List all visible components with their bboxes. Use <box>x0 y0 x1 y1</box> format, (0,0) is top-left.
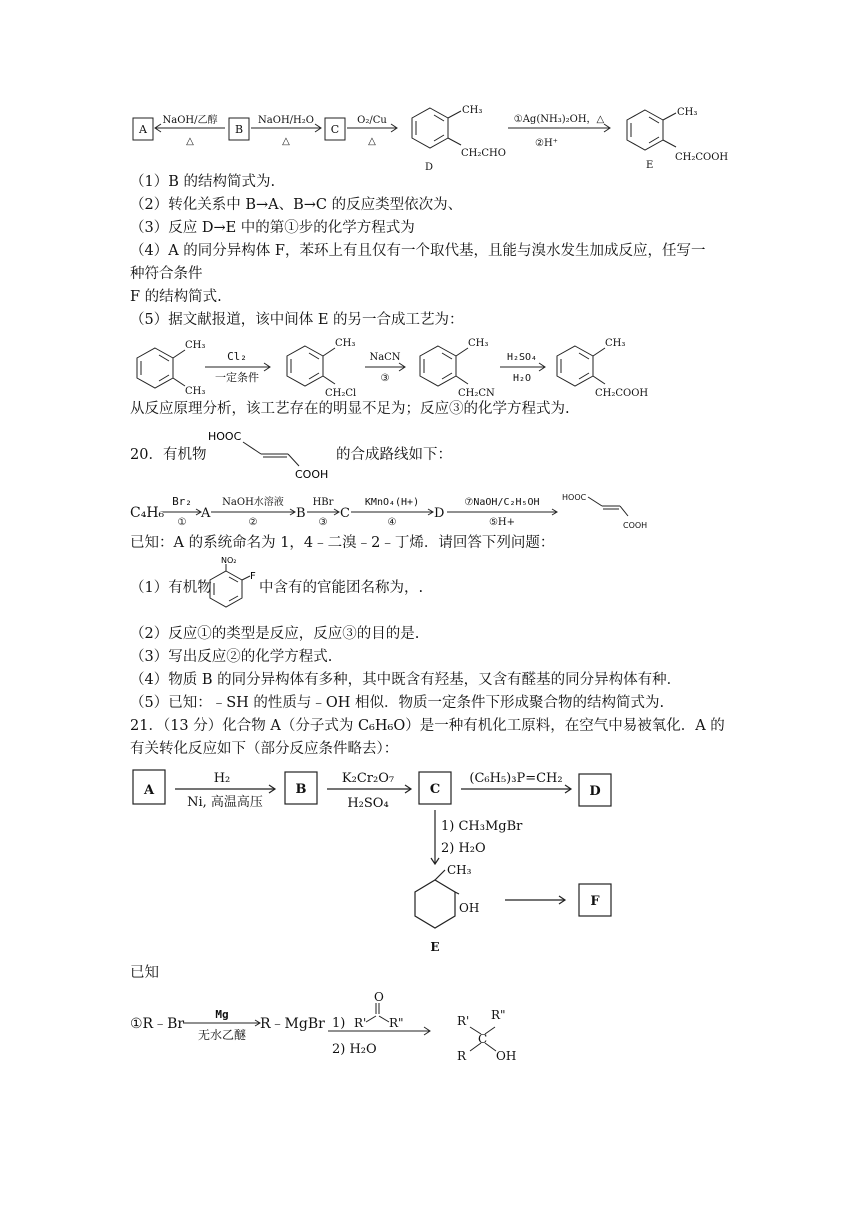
q20-target-cooh: COOH <box>295 468 329 481</box>
q20-intro-before: 20．有机物 <box>130 447 207 463</box>
q19-route-acid <box>557 346 605 386</box>
q21-box-d-label: D <box>589 784 601 799</box>
q19-route-a3-bottom: H₂O <box>512 373 532 384</box>
q19-question-4-line1: （4）A 的同分异构体 F，苯环上有且仅有一个取代基，且能与溴水发生加成反应，任写一 <box>130 243 706 259</box>
q19-question-4-line3: F 的结构简式. <box>130 289 222 305</box>
q21-rule-product-c: C <box>478 1032 488 1046</box>
q21-cyclohexanol-e <box>415 870 459 928</box>
q21-arrow2-top: K₂Cr₂O₇ <box>341 771 395 786</box>
q21-down-reagent-1: 1) CH₃MgBr <box>441 819 523 834</box>
q19-route-s2-sub: CH₂Cl <box>325 388 357 399</box>
q20-question-4: （4）物质 B 的同分异构体有多种，其中既含有羟基，又含有醛基的同分异构体有种． <box>130 672 682 688</box>
q20-target-hooc: HOOC <box>208 430 242 443</box>
q20-route-a4-top: KMnO₄(H+) <box>364 497 420 508</box>
q19-route-s3-sub: CH₂CN <box>458 388 495 399</box>
q20-known: 已知：A 的系统命名为 1，4﹣二溴﹣2﹣丁烯．请回答下列问题： <box>130 535 555 551</box>
q19-route-s1-top: CH₃ <box>185 340 206 351</box>
q19-arrow2-top: NaOH/H₂O <box>258 115 314 126</box>
q21-rule-a2-bottom: 2) H₂O <box>332 1042 377 1057</box>
q19-reaction-scheme <box>125 100 745 180</box>
q20-route-a2-top: NaOH水溶液 <box>222 497 284 508</box>
q21-rule-a2-r2: R" <box>389 1016 404 1030</box>
q20-route-a3-bottom: ③ <box>318 517 328 528</box>
q21-intro-line2: 有关转化反应如下（部分反应条件略去）： <box>130 741 399 757</box>
q21-rule-a2-r1: R' <box>354 1016 367 1030</box>
q19-d-label: D <box>425 162 434 173</box>
q20-route-a4-bottom: ④ <box>387 517 397 528</box>
q19-route-xylene <box>137 348 185 388</box>
q20-question-3: （3）写出反应②的化学方程式. <box>130 649 333 665</box>
q21-intro-line1: 21．（13 分）化合物 A（分子式为 C₆H₆O）是一种有机化工原料，在空气中易被氧化．A 的 <box>130 718 725 734</box>
q21-box-f-label: F <box>590 894 600 909</box>
q19-route-a1-top: Cl₂ <box>227 350 247 363</box>
q20-question-1-after: 中含有的官能团名称为，. <box>259 580 424 596</box>
q20-intro-after: 的合成路线如下： <box>336 447 452 463</box>
q19-alternative-route <box>125 330 705 402</box>
q21-rule-mid: R﹣MgBr <box>260 1016 325 1032</box>
q19-arrow4-top: ①Ag(NH₃)₂OH，△ <box>513 114 605 125</box>
q21-box-c-label: C <box>429 782 441 797</box>
q19-route-a3-top: H₂SO₄ <box>506 352 538 363</box>
q19-route-chloride <box>287 346 335 386</box>
q20-f-label: F <box>250 571 256 582</box>
q19-route-a1-bottom: 一定条件 <box>215 371 259 384</box>
q19-arrow2-bottom: △ <box>282 136 290 147</box>
q21-e-label: E <box>430 940 440 954</box>
q20-route-start: C₄H₆ <box>130 505 165 521</box>
q20-route-end-cooh: COOH <box>623 521 648 530</box>
q20-route-p4: D <box>434 506 445 521</box>
q21-rule-a1-top: Mg <box>215 1008 229 1021</box>
q20-no2-label: NO₂ <box>221 556 237 565</box>
q21-arrow1-top: H₂ <box>213 771 231 786</box>
q19-arrow1-top: NaOH/乙醇 <box>162 115 218 126</box>
q21-rule-product-oh: OH <box>496 1049 517 1063</box>
q19-d-ch3: CH₃ <box>462 105 483 116</box>
q20-route-a1-bottom: ① <box>177 517 187 528</box>
q21-rule-product-r2: R" <box>491 1008 506 1022</box>
q19-box-c-label: C <box>330 123 340 136</box>
q20-route-a5-bottom: ⑤H+ <box>488 517 516 528</box>
q19-arrow3-top: O₂/Cu <box>357 115 387 126</box>
q19-benzene-e <box>627 110 676 150</box>
q21-arrow2-bottom: H₂SO₄ <box>347 796 389 811</box>
q21-rule-a2-o: O <box>374 990 384 1004</box>
q19-route-a2-top: NaCN <box>369 352 401 363</box>
q20-question-2: （2）反应①的类型是反应，反应③的目的是. <box>130 626 420 642</box>
q21-rule-a2-top-num: 1) <box>332 1016 346 1031</box>
q21-arrow1-bottom: Ni, 高温高压 <box>187 795 263 810</box>
q21-box-b-label: B <box>295 782 307 797</box>
q19-benzene-d <box>412 108 461 148</box>
q21-grignard-rule <box>125 985 545 1075</box>
q19-route-s3-top: CH₃ <box>468 338 489 349</box>
q20-route-p1: A <box>201 506 211 521</box>
q20-route-p2: B <box>296 506 306 521</box>
q21-e-ch3: CH₃ <box>447 863 472 877</box>
q20-route-p3: C <box>340 506 350 521</box>
q19-question-4-line2: 种符合条件 <box>130 266 203 282</box>
q19-arrow3-bottom: △ <box>368 136 376 147</box>
q21-e-oh: OH <box>459 901 480 915</box>
q20-synthesis-route <box>125 482 685 536</box>
q21-rule-product-r: R <box>457 1049 467 1063</box>
q21-rule-start: ①R﹣Br <box>130 1016 185 1032</box>
q19-question-5: （5）据文献报道，该中间体 E 的另一合成工艺为： <box>130 312 464 328</box>
q19-question-5-end: 从反应原理分析，该工艺存在的明显不足为；反应③的化学方程式为. <box>130 401 570 417</box>
q19-arrow1-bottom: △ <box>186 136 194 147</box>
q21-reaction-scheme <box>125 762 645 962</box>
q20-route-a3-top: HBr <box>312 497 334 508</box>
q19-arrow4-bottom: ②H⁺ <box>535 138 558 149</box>
q19-e-substituent: CH₂COOH <box>675 152 729 163</box>
q20-route-product <box>588 497 628 516</box>
q19-route-s1-bottom: CH₃ <box>185 386 206 397</box>
q19-route-s2-top: CH₃ <box>335 338 356 349</box>
q21-rule-a1-bottom: 无水乙醚 <box>197 1028 247 1042</box>
q21-known: 已知 <box>130 965 159 981</box>
q21-arrow3-top: (C₆H₅)₃P=CH₂ <box>469 771 563 786</box>
q19-box-a-label: A <box>139 123 147 136</box>
q21-rule-product-r1: R' <box>457 1014 470 1028</box>
q19-question-3: （3）反应 D→E 中的第①步的化学方程式为 <box>130 220 415 236</box>
q19-question-2: （2）转化关系中 B→A、B→C 的反应类型依次为、 <box>130 197 463 213</box>
q20-route-a1-top: Br₂ <box>172 495 192 508</box>
q21-down-reagent-2: 2) H₂O <box>441 841 486 856</box>
q19-e-ch3: CH₃ <box>677 107 698 118</box>
q19-e-label: E <box>646 160 654 171</box>
q19-question-1: （1）B 的结构简式为. <box>130 174 276 190</box>
q19-box-b-label: B <box>234 123 244 136</box>
q21-rule-ketone <box>366 1003 389 1022</box>
q19-d-substituent: CH₂CHO <box>461 148 506 159</box>
q20-target-molecule <box>203 428 343 486</box>
q19-route-s4-top: CH₃ <box>605 338 626 349</box>
q19-route-a2-bottom: ③ <box>380 373 390 384</box>
q20-route-end-hooc: HOOC <box>562 493 587 502</box>
q19-route-nitrile <box>420 346 468 386</box>
q20-question-5: （5）已知：﹣SH 的性质与﹣OH 相似．物质一定条件下形成聚合物的结构简式为. <box>130 695 665 711</box>
q20-route-a5-top: ⑦NaOH/C₂H₅OH <box>464 497 540 508</box>
q20-fluoronitrobenzene <box>200 555 262 617</box>
q19-route-s4-sub: CH₂COOH <box>595 388 649 399</box>
q21-box-a-label: A <box>143 783 155 798</box>
q20-route-a2-bottom: ② <box>248 517 258 528</box>
q20-question-1-before: （1）有机物 <box>130 580 212 596</box>
